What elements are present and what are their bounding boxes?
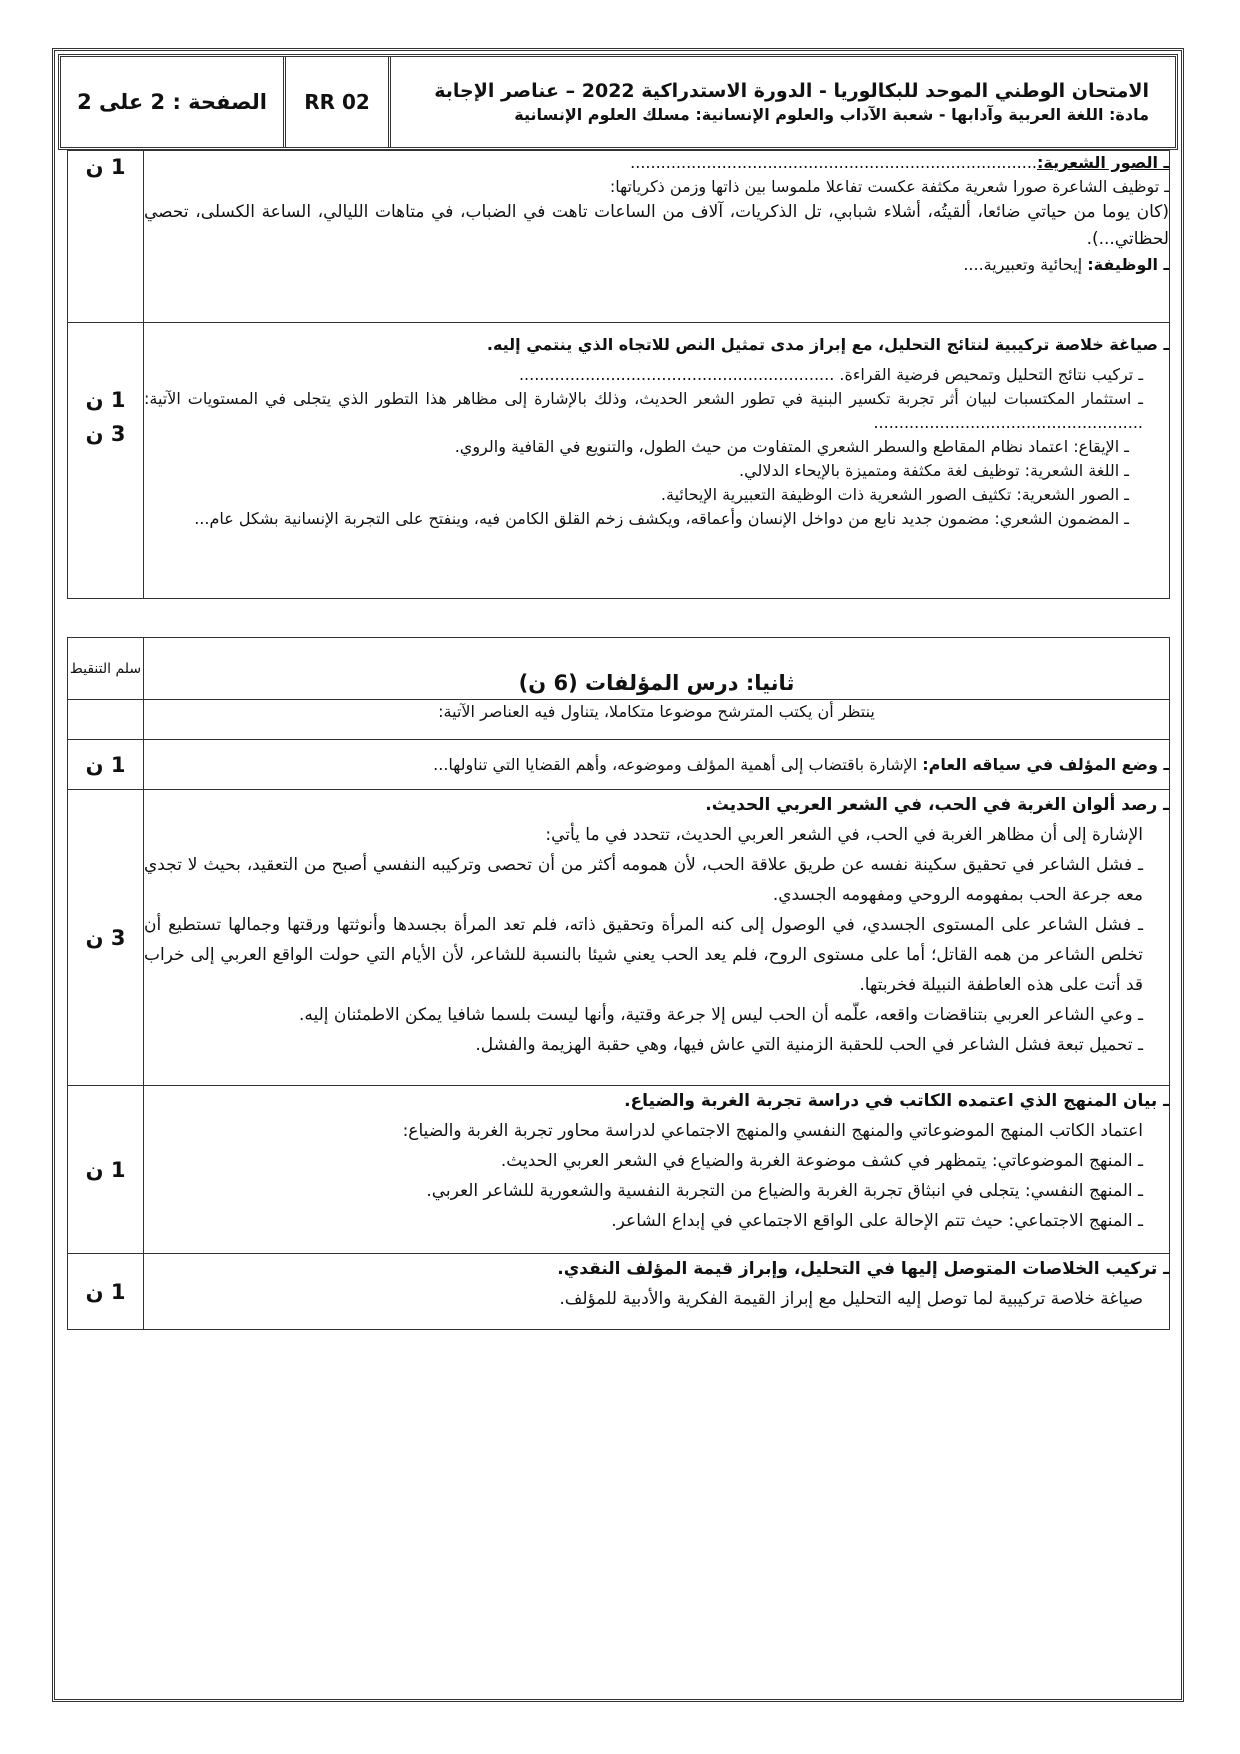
score-cell (68, 1254, 144, 1330)
row-heading: ـ رصد ألوان الغربة في الحب، في الشعر العربي الحديث. (705, 795, 1169, 815)
score-value: 1 ن (85, 1157, 126, 1182)
content-line: الإشارة إلى أن مظاهر الغربة في الحب، في الشعر العربي الحديث، تتحدد في ما يأتي: (545, 825, 1143, 845)
exam-code: RR 02 (286, 57, 391, 147)
score-value: 1 ن (85, 1279, 126, 1304)
score-value: 1 ن (85, 752, 126, 777)
content-line: ـ وعي الشاعر العربي بتناقضات واقعه، علّمه أن الحب ليس إلا جرعة وقتية، وأنها ليست بلسما شافيا يمكن الاطمئنان إليه. (298, 1005, 1143, 1025)
section2-table (67, 637, 1170, 1330)
content-line: صياغة خلاصة تركيبية لما توصل إليه التحليل مع إبراز القيمة الفكرية والأدبية للمؤلف. (559, 1289, 1143, 1309)
row-heading: ـ الصور الشعرية: (1037, 153, 1169, 172)
content-cell (144, 700, 1170, 740)
exam-subject: مادة: اللغة العربية وآدابها - شعبة الآداب والعلوم الإنسانية: مسلك العلوم الإنسانية (514, 105, 1149, 124)
table-row (68, 151, 1170, 323)
function-text: إيحائية وتعبيرية.... (963, 255, 1088, 274)
list-item: ـ المنهج الموضوعاتي: يتمظهر في كشف موضوعة الغربة والضياع في الشعر العربي الحديث. (500, 1151, 1143, 1171)
content-cell (144, 323, 1170, 599)
content-cell (144, 790, 1170, 1086)
content-cell (144, 740, 1170, 790)
score-cell (68, 323, 144, 599)
table-row (68, 790, 1170, 1086)
row-heading: ـ صياغة خلاصة تركيبية لنتائج التحليل، مع إبراز مدى تمثيل النص للاتجاه الذي ينتمي إليه. (486, 335, 1169, 354)
list-item: ـ المنهج النفسي: يتجلى في انبثاق تجربة الغربة والضياع من التجربة النفسية والشعورية للشاعر العربي. (426, 1181, 1143, 1201)
list-item: ـ المنهج الاجتماعي: حيث تتم الإحالة على الواقع الاجتماعي في إبداع الشاعر. (611, 1211, 1143, 1231)
score-cell (68, 790, 144, 1086)
content-line: ـ توظيف الشاعرة صورا شعرية مكثفة عكست تفاعلا ملموسا بين ذاتها وزمن ذكرياتها: (609, 177, 1169, 196)
table-row (68, 638, 1170, 700)
list-item: ـ الإيقاع: اعتماد نظام المقاطع والسطر الشعري المتفاوت من حيث الطول، والتنويع في القافية والروي. (454, 437, 1129, 456)
list-item: ـ المضمون الشعري: مضمون جديد نابع من دواخل الإنسان وأعماقه، ويكشف زخم القلق الكامن فيه، وينفتح على التجربة الإنسانية بشكل عام... (194, 509, 1129, 528)
list-item: ـ الصور الشعرية: تكثيف الصور الشعرية ذات الوظيفة التعبيرية الإيحائية. (660, 485, 1129, 504)
content-cell (144, 1086, 1170, 1254)
heading-dots: ................................................................................ (630, 153, 1038, 172)
section-title: ثانيا: درس المؤلفات (6 ن) (518, 671, 795, 695)
section-intro: ينتظر أن يكتب المترشح موضوعا متكاملا، يتناول فيه العناصر الآتية: (438, 702, 875, 721)
table-row (68, 740, 1170, 790)
content-cell (144, 1254, 1170, 1330)
scale-label: سلم التنقيط (69, 660, 142, 677)
content-line: ـ تحميل تبعة فشل الشاعر في الحب للحقبة الزمنية التي عاش فيها، وهي حقبة الهزيمة والفشل. (475, 1035, 1143, 1055)
row-heading: ـ تركيب الخلاصات المتوصل إليها في التحليل، وإبراز قيمة المؤلف النقدي. (557, 1259, 1169, 1279)
scale-header-cell (68, 638, 144, 700)
table-row (68, 1254, 1170, 1330)
content-line: ـ تركيب نتائج التحليل وتمحيص فرضية القراءة. .............................................................. (518, 365, 1143, 384)
section1-table (67, 150, 1170, 599)
table-row (68, 323, 1170, 599)
table-row (68, 1086, 1170, 1254)
exam-title: الامتحان الوطني الموحد للبكالوريا - الدورة الاستدراكية 2022 – عناصر الإجابة (434, 80, 1149, 102)
row-heading: ـ بيان المنهج الذي اعتمده الكاتب في دراسة تجربة الغربة والضياع. (624, 1091, 1169, 1111)
function-label: ـ الوظيفة: (1087, 255, 1169, 274)
content-line: (كان يوما من حياتي ضائعا، ألقيتُه، أشلاء شبابي، تل الذكريات، آلاف من الساعات تاهت في الضباب، في متاهات الليالي، الساعة الكسلى، تحصي لحظاتي...). (144, 202, 1169, 249)
score-cell (68, 151, 144, 323)
score-value: 1 ن (85, 388, 126, 412)
content-line: ـ فشل الشاعر في تحقيق سكينة نفسه عن طريق علاقة الحب، لأن همومه أكثر من أن تحصى وتركيبه النفسي أصبح من التعقيد، بحيث لا تجدي معه جرعة الحب بمفهومه الروحي ومفهومه الجسدي. (144, 855, 1143, 905)
score-value: 1 ن (85, 155, 126, 179)
table-row (68, 700, 1170, 740)
row-heading: ـ وضع المؤلف في سياقه العام: (922, 754, 1169, 774)
score-cell (68, 740, 144, 790)
section-title-cell (144, 638, 1170, 700)
score-value: 3 ن (85, 925, 126, 950)
list-item: ـ اللغة الشعرية: توظيف لغة مكثفة ومتميزة بالإيحاء الدلالي. (739, 461, 1129, 480)
score-cell (68, 700, 144, 740)
content-line: اعتماد الكاتب المنهج الموضوعاتي والمنهج النفسي والمنهج الاجتماعي لدراسة محاور تجربة الغربة والضياع: (402, 1121, 1143, 1141)
page-number: الصفحة : 2 على 2 (61, 57, 286, 147)
exam-header (58, 54, 1178, 150)
score-value: 3 ن (85, 422, 126, 446)
content-line: ـ فشل الشاعر على المستوى الجسدي، في الوصول إلى كنه المرأة وتحقيق ذاته، فلم تعد المرأة بجسدها وأنوثتها ورقتها وجمالها تستطيع أن تخلص الشاعر من همه القاتل؛ أما على مستوى الروح، فلم يعد الحب يعني شيئا بالنسبة للشاعر، لأن الأيام التي حولت الواقع العربي إلى خراب قد أتت على هذه العاطفة النبيلة فخربتها. (144, 915, 1143, 995)
content-line: ـ استثمار المكتسبات لبيان أثر تجربة تكسير البنية في تطور الشعر الحديث، وذلك بالإشارة إلى مظاهر هذا التطور الذي يتجلى في المستويات الآتية: ..................................................... (144, 389, 1143, 432)
content-line: الإشارة باقتضاب إلى أهمية المؤلف وموضوعه، وأهم القضايا التي تناولها... (433, 754, 923, 774)
score-cell (68, 1086, 144, 1254)
exam-title-block (391, 57, 1175, 147)
content-cell (144, 151, 1170, 323)
